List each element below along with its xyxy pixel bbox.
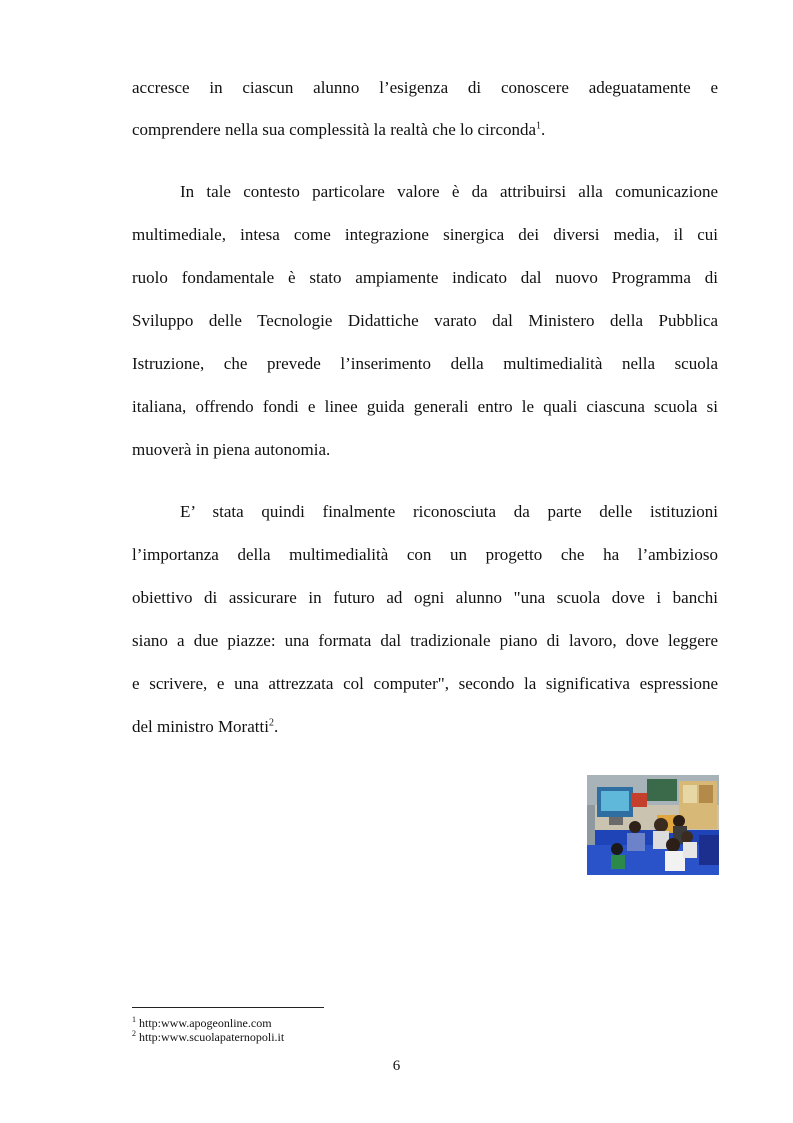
text-line: E’ stata quindi finalmente riconosciuta da parte delle istituzioni	[180, 502, 718, 521]
footnote-link[interactable]: http:www.scuolapaternopoli.it	[139, 1030, 285, 1044]
footnote-number: 2	[132, 1029, 136, 1038]
text-line: multimediale, intesa come integrazione sinergica dei diversi media, il cui	[132, 225, 718, 244]
footnote-ref[interactable]: 2	[268, 717, 274, 729]
text-span: .	[541, 120, 546, 139]
footnote-number: 1	[132, 1015, 136, 1024]
text-line: accresce in ciascun alunno l’esigenza di conoscere adeguatamente e	[132, 78, 718, 97]
footnote-2	[132, 1030, 284, 1044]
text-line: e scrivere, e una attrezzata col computer", secondo la significativa espressione	[132, 674, 718, 693]
footnote-ref[interactable]: 1	[536, 120, 542, 132]
text-line: In tale contesto particolare valore è da attribuirsi alla comunicazione	[180, 182, 718, 201]
text-line: Sviluppo delle Tecnologie Didattiche varato dal Ministero della Pubblica	[132, 311, 718, 330]
text-line	[132, 118, 718, 142]
text-span: comprendere nella sua complessità la realtà che lo circonda	[132, 120, 537, 139]
children-computer-image	[587, 775, 719, 875]
footnote-divider	[132, 1007, 324, 1008]
text-span: del ministro Moratti	[132, 717, 269, 736]
text-line: l’importanza della multimedialità con un progetto che ha l’ambizioso	[132, 545, 718, 564]
text-line: muoverà in piena autonomia.	[132, 440, 331, 459]
page-number: 6	[392, 1058, 401, 1074]
text-line	[132, 715, 718, 739]
text-span: .	[273, 717, 279, 736]
classroom-photo	[587, 775, 719, 875]
footnote-1	[132, 1016, 272, 1030]
text-line: siano a due piazze: una formata dal tradizionale piano di lavoro, dove leggere	[132, 631, 718, 650]
footnote-link[interactable]: http:www.apogeonline.com	[139, 1016, 272, 1030]
text-line: italiana, offrendo fondi e linee guida generali entro le quali ciascuna scuola si	[132, 397, 718, 416]
text-line: Istruzione, che prevede l’inserimento della multimedialità nella scuola	[132, 354, 718, 373]
text-line: obiettivo di assicurare in futuro ad ogni alunno "una scuola dove i banchi	[132, 588, 718, 607]
text-line: ruolo fondamentale è stato ampiamente indicato dal nuovo Programma di	[132, 268, 718, 287]
